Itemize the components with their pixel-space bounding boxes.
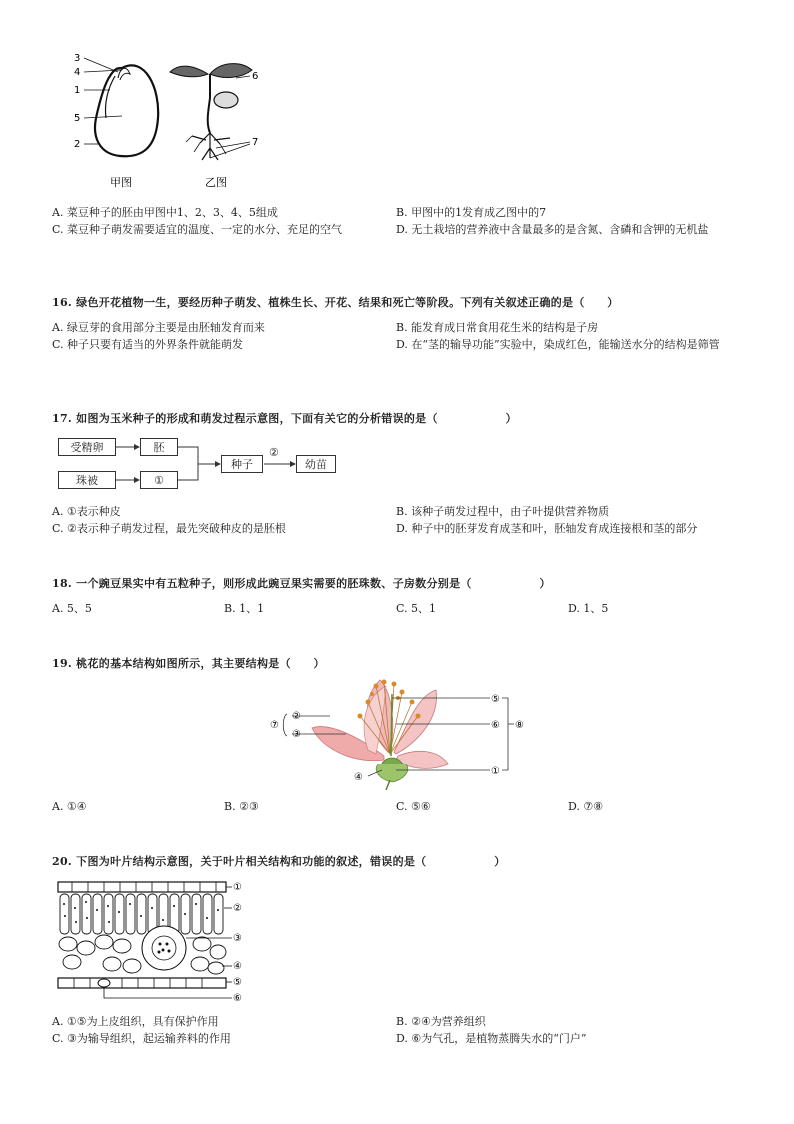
flow-circle-1: ① — [140, 471, 178, 489]
q19-stem: 19. 桃花的基本结构如图所示，其主要结构是（ ） — [52, 657, 325, 670]
label-8: ⑧ — [515, 720, 524, 731]
label-3: ③ — [233, 933, 242, 944]
q19-option-c[interactable]: C. ⑤⑥ — [396, 800, 431, 813]
q20-option-d[interactable]: D. ⑥为气孔，是植物蒸腾失水的“门户” — [396, 1032, 587, 1045]
peach-flower-figure — [268, 672, 530, 790]
q16-option-a[interactable]: A. 绿豆芽的食用部分主要是由胚轴发育而来 — [52, 321, 265, 334]
caption-left: 甲图 — [110, 176, 132, 189]
q17-option-b[interactable]: B. 该种子萌发过程中，由子叶提供营养物质 — [396, 505, 610, 518]
flow-seed: 种子 — [221, 455, 263, 473]
flow-circle-2: ② — [269, 446, 279, 459]
label-1: 1 — [74, 85, 81, 96]
q15-option-d[interactable]: D. 无土栽培的营养液中含量最多的是含氮、含磷和含钾的无机盐 — [396, 223, 709, 236]
label-2: ② — [292, 711, 301, 722]
q15-option-c[interactable]: C. 菜豆种子萌发需要适宜的温度、一定的水分、充足的空气 — [52, 223, 343, 236]
label-3: ③ — [292, 729, 301, 740]
flow-fertilized-egg: 受精卵 — [58, 438, 116, 456]
label-2: ② — [233, 903, 242, 914]
seed-seedling-figure — [60, 48, 290, 193]
q17-option-a[interactable]: A. ①表示种皮 — [52, 505, 121, 518]
flow-seedling: 幼苗 — [296, 455, 336, 473]
q20-option-a[interactable]: A. ①⑤为上皮组织，具有保护作用 — [52, 1015, 219, 1028]
q17-option-d[interactable]: D. 种子中的胚芽发育成茎和叶，胚轴发育成连接根和茎的部分 — [396, 522, 698, 535]
q20-option-b[interactable]: B. ②④为营养组织 — [396, 1015, 486, 1028]
label-5: ⑤ — [491, 694, 500, 705]
label-6: ⑥ — [491, 720, 500, 731]
q16-option-d[interactable]: D. 在“茎的输导功能”实验中，染成红色，能输送水分的结构是筛管 — [396, 338, 720, 351]
q20-stem: 20. 下图为叶片结构示意图，关于叶片相关结构和功能的叙述，错误的是（ ） — [52, 855, 506, 868]
q18-stem: 18. 一个豌豆果实中有五粒种子，则形成此豌豆果实需要的胚珠数、子房数分别是（ ） — [52, 577, 551, 590]
q20-option-c[interactable]: C. ③为输导组织，起运输养料的作用 — [52, 1032, 231, 1045]
label-5: 5 — [74, 113, 81, 124]
bean-seedling — [170, 64, 252, 160]
q15-option-a[interactable]: A. 菜豆种子的胚由甲图中1、2、3、4、5组成 — [52, 206, 278, 219]
q18-option-c[interactable]: C. 5、1 — [396, 602, 437, 615]
q18-option-b[interactable]: B. 1、1 — [224, 602, 265, 615]
label-1: ① — [491, 766, 500, 777]
flow-arrows — [110, 435, 310, 495]
label-4: ④ — [233, 961, 242, 972]
label-2: 2 — [74, 139, 81, 150]
bean-seed-outline — [95, 65, 158, 156]
label-4: 4 — [74, 67, 81, 78]
label-7: 7 — [252, 137, 259, 148]
flow-embryo: 胚 — [140, 438, 178, 456]
q16-option-c[interactable]: C. 种子只要有适当的外界条件就能萌发 — [52, 338, 244, 351]
q16-option-b[interactable]: B. 能发育成日常食用花生米的结构是子房 — [396, 321, 599, 334]
q19-option-d[interactable]: D. ⑦⑧ — [568, 800, 604, 813]
q18-option-a[interactable]: A. 5、5 — [52, 602, 92, 615]
caption-right: 乙图 — [205, 176, 227, 189]
q17-option-c[interactable]: C. ②表示种子萌发过程，最先突破种皮的是胚根 — [52, 522, 286, 535]
q18-option-d[interactable]: D. 1、5 — [568, 602, 609, 615]
leaf-structure-figure — [52, 878, 252, 1006]
label-1: ① — [233, 882, 242, 893]
flow-integument: 珠被 — [58, 471, 116, 489]
label-4: ④ — [354, 772, 363, 783]
q17-stem: 17. 如图为玉米种子的形成和萌发过程示意图，下面有关它的分析错误的是（ ） — [52, 412, 517, 425]
label-6: ⑥ — [233, 993, 242, 1004]
label-7: ⑦ — [270, 720, 279, 731]
label-5: ⑤ — [233, 977, 242, 988]
q15-option-b[interactable]: B. 甲图中的1发育成乙图中的7 — [396, 206, 547, 219]
q19-option-a[interactable]: A. ①④ — [52, 800, 87, 813]
q16-stem: 16. 绿色开花植物一生，要经历种子萌发、植株生长、开花、结果和死亡等阶段。下列有关叙述正确的是（ ） — [52, 296, 619, 309]
q19-option-b[interactable]: B. ②③ — [224, 800, 259, 813]
label-3: 3 — [74, 53, 81, 64]
label-6: 6 — [252, 71, 259, 82]
